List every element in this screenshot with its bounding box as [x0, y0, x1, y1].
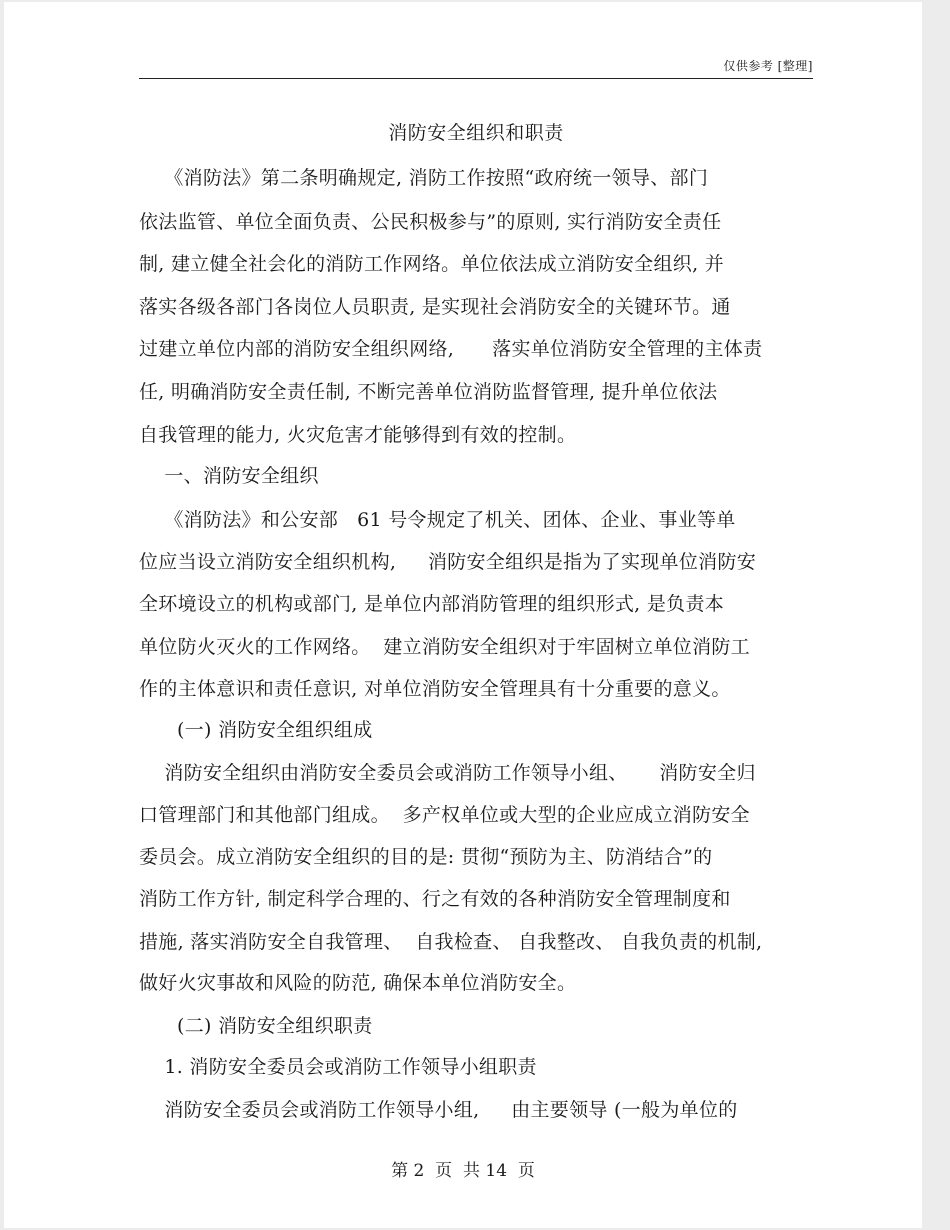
text-line: 制, 建立健全社会化的消防工作网络。单位依法成立消防安全组织, 并	[139, 253, 725, 275]
text-line: 位应当设立消防安全组织机构, 消防安全组织是指为了实现单位消防安	[139, 551, 757, 573]
text-line: 全环境设立的机构或部门, 是单位内部消防管理的组织形式, 是负责本	[139, 593, 725, 615]
text-line: 做好火灾事故和风险的防范, 确保本单位消防安全。	[139, 972, 577, 994]
text-line: 自我管理的能力, 火灾危害才能够得到有效的控制。	[139, 424, 577, 446]
text-line: 作的主体意识和责任意识, 对单位消防安全管理具有十分重要的意义。	[139, 678, 731, 700]
page-footer: 第 2 页 共 14 页	[391, 1161, 535, 1181]
text-line: 任, 明确消防安全责任制, 不断完善单位消防监督管理, 提升单位依法	[139, 381, 718, 403]
section-heading: 一、消防安全组织	[139, 465, 319, 487]
page-header	[139, 54, 813, 79]
document-page	[4, 2, 922, 1228]
text-line: 措施, 落实消防安全自我管理、 自我检查、 自我整改、 自我负责的机制,	[139, 931, 763, 953]
text-line: 依法监管、单位全面负责、公民积极参与”的原则, 实行消防安全责任	[139, 211, 722, 233]
text-line: 消防安全委员会或消防工作领导小组, 由主要领导 (一般为单位的	[139, 1099, 738, 1121]
text-line: 委员会。成立消防安全组织的目的是: 贯彻“预防为主、防消结合”的	[139, 846, 713, 868]
text-line: 落实各级各部门各岗位人员职责, 是实现社会消防安全的关键环节。通	[139, 296, 731, 318]
text-line: 口管理部门和其他部门组成。 多产权单位或大型的企业应成立消防安全	[139, 804, 750, 826]
item-heading: 1. 消防安全委员会或消防工作领导小组职责	[139, 1056, 537, 1078]
subsection-heading: (一) 消防安全组织组成	[139, 719, 373, 741]
text-line: 《消防法》和公安部 61 号令规定了机关、团体、企业、事业等单	[139, 509, 736, 531]
text-line: 消防安全组织由消防安全委员会或消防工作领导小组、 消防安全归	[139, 762, 756, 784]
document-title: 消防安全组织和职责	[388, 122, 564, 144]
text-line: 消防工作方针, 制定科学合理的、行之有效的各种消防安全管理制度和	[139, 888, 731, 910]
text-line: 《消防法》第二条明确规定, 消防工作按照“政府统一领导、部门	[139, 167, 709, 189]
text-line: 单位防火灭火的工作网络。 建立消防安全组织对于牢固树立单位消防工	[139, 636, 750, 658]
subsection-heading: (二) 消防安全组织职责	[139, 1015, 373, 1037]
header-note: 仅供参考 [整理]	[723, 59, 813, 73]
text-line: 过建立单位内部的消防安全组织网络, 落实单位消防安全管理的主体责	[139, 338, 763, 360]
